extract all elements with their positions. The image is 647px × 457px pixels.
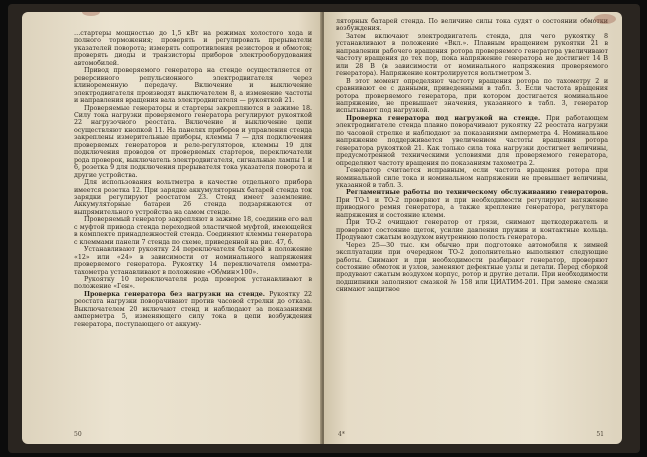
paragraph — [336, 219, 608, 241]
left-page-number: 50 — [74, 431, 82, 438]
paragraph — [74, 216, 312, 246]
paragraph-text: Устанавливают рукоятку 24 переключателя батарей в положение «12» или «24» в зависимости от номинального напряжения проверяемого генератора. Рукоятку 14 переключателя омметра-тахометра устанавливают в положение «Об/мин×100». — [74, 246, 312, 276]
paragraph-text: При ТО-1 и ТО-2 проверяют и при необходимости регулируют натяжение приводного ремня генератора, а также крепление генератора, регулятора напряжения и состояние клемм. — [336, 196, 608, 219]
right-page-text — [336, 18, 608, 294]
paragraph — [336, 115, 608, 167]
paragraph — [74, 105, 312, 180]
paragraph — [74, 291, 312, 328]
paragraph — [336, 33, 608, 78]
paragraph-text: Рукоятку 10 переключателя рода проверок устанавливают в положение «Ген». — [74, 275, 312, 291]
paragraph-text: Рукоятку 22 реостата нагрузки поворачивают против часовой стрелки до отказа. Выключателем 20 включают стенд и наблюдают за показаниями амперметра 5, изменяющего силу тока в цепи возбуждения генератора, поступающего от аккуму- — [74, 290, 313, 328]
paragraph — [74, 276, 312, 291]
paragraph-text: Проверяемый генератор закрепляют в зажиме 18, соединив его вал с муфтой привода стенда переходной эластичной муфтой, имеющейся в комплекте принадлежностей стенда. Соединяют клеммы генератора с клеммами панели 7 стенда по схеме, приведенной на рис. 47, б. — [74, 216, 312, 246]
paragraph-text: В этот момент определяют частоту вращения ротора по тахометру 2 и сравнивают ее с данными, приведенными в табл. 3. Если частота вращения ротора проверяемого генератора, при котором достигается номинальное напряжение, не превышает значения, указанного в табл. 3, генератор испытывают под нагрузкой. — [336, 77, 608, 115]
paragraph-text: При ТО-2 очищают генератор от грязи, снимают щеткодержатель и проверяют состояние щеток, усилие давления пружин и контактные кольца. Продувают сжатым воздухом внутреннюю полость генератора. — [336, 219, 608, 242]
paragraph-text: …стартеры мощностью до 1,5 кВт на режимах холостого хода и полного торможения; проверять и регулировать прерыватели указателей поворота; измерять сопротивления резисторов и обмоток; проверять диоды и транзисторы приборов электрооборудования автомобилей. — [74, 30, 312, 67]
paragraph — [336, 18, 608, 33]
paragraph — [336, 167, 608, 189]
paragraph — [336, 189, 608, 219]
paper-stain — [82, 12, 100, 16]
paragraph — [74, 30, 312, 67]
book-spread — [8, 4, 640, 453]
paragraph-text: Затем включают электродвигатель стенда, для чего рукоятку 8 устанавливают в положение «Вкл.». Плавным вращением рукоятки 21 в направлении рабочего вращения ротора проверяемого генератора увеличивают частоту вращения до тех пор, пока напряжение генератора не достигнет 14 В или 28 В (в зависимости от номинального напряжения проверяемого генератора). Напряжение контролируется вольтметром 3. — [336, 32, 608, 78]
paragraph-text: Привод проверяемого генератора на стенде осуществляется от реверсивного репульсионного электродвигателя через клиноременную передачу. Включение и выключение электродвигателя производят выключателем 8, а изменение частоты и направления вращения вала электродвигателя — рукояткой 21. — [74, 67, 312, 105]
paragraph-text: Проверяемые генераторы и стартеры закрепляются в зажиме 18. Силу тока нагрузки проверяемого генератора регулируют рукояткой 22 нагрузочного реостата. Включение и выключение цепи осуществляют кнопкой 11. На панелях приборов и управления стенда закреплены измерительные приборы, клеммы 7 — для подключения проверяемых генераторов и реле-регуляторов, клеммы 19 для подключения проводов от проверяемых стартеров, переключатели рода проверок, выключатель электродвигателя, сигнальные лампы 1 и 6, розетка 9 для подключения прерывателя тока указателя поворота и другие устройства. — [74, 104, 312, 179]
paragraph-heading: Регламентные работы по техническому обслуживанию генераторов. — [346, 189, 608, 197]
paper-stain — [594, 14, 616, 24]
paragraph-text: При работающем электродвигателе стенда плавно поворачивают рукоятку 22 реостата нагрузки по часовой стрелке и наблюдают за показаниями амперметра 4. Номинальное напряжение поддерживается увеличением частоты вращения ротора генератора рукояткой 21. Как только сила тока нагрузки достигнет величины, предусмотренной техническими условиями для проверяемого генератора, определяют частоту вращения по показаниям тахометра 2. — [336, 114, 608, 167]
left-page-text — [74, 30, 312, 328]
paragraph — [74, 246, 312, 276]
paragraph — [336, 78, 608, 115]
paragraph-heading: Проверка генератора под нагрузкой на стенде. — [346, 114, 541, 122]
paragraph — [74, 179, 312, 216]
right-page — [324, 12, 622, 444]
paragraph — [336, 242, 608, 294]
paragraph — [74, 67, 312, 104]
paragraph-heading: Проверка генератора без нагрузки на стенде. — [84, 290, 265, 298]
paragraph-text: ляторных батарей стенда. По величине силы тока судят о состоянии обмотки возбуждения. — [336, 18, 608, 33]
right-page-number: 51 — [596, 431, 604, 438]
paragraph-text: Через 25—30 тыс. км обычно при подготовке автомобиля к зимней эксплуатации при очередном ТО-2 дополнительно выполняют следующие работы. Снимают и при необходимости разбирают генератор, проверяют состояние обмоток и узлов, заменяют дефектные узлы и детали. Перед сборкой продувают сжатым воздухом корпус, ротор и другие детали. При необходимости подшипники заполняют смазкой № 158 или ЦИАТИМ-201. При замене смазки снимают защитное — [336, 241, 608, 294]
paragraph-text: Для использования вольтметра в качестве отдельного прибора имеется розетка 12. При зарядке аккумуляторных батарей стенда ток зарядки регулируют реостатом 23. Стенд имеет заземление. Аккумуляторные батареи 26 стенда подзаряжаются от выпрямительного устройства на самом стенде. — [74, 179, 312, 216]
left-page — [22, 12, 322, 444]
paragraph-text: Генератор считается исправным, если частота вращения ротора при номинальной силе тока и номинальном напряжении не превышает величины, указанной в табл. 3. — [336, 167, 608, 189]
signature-mark: 4* — [338, 431, 345, 438]
